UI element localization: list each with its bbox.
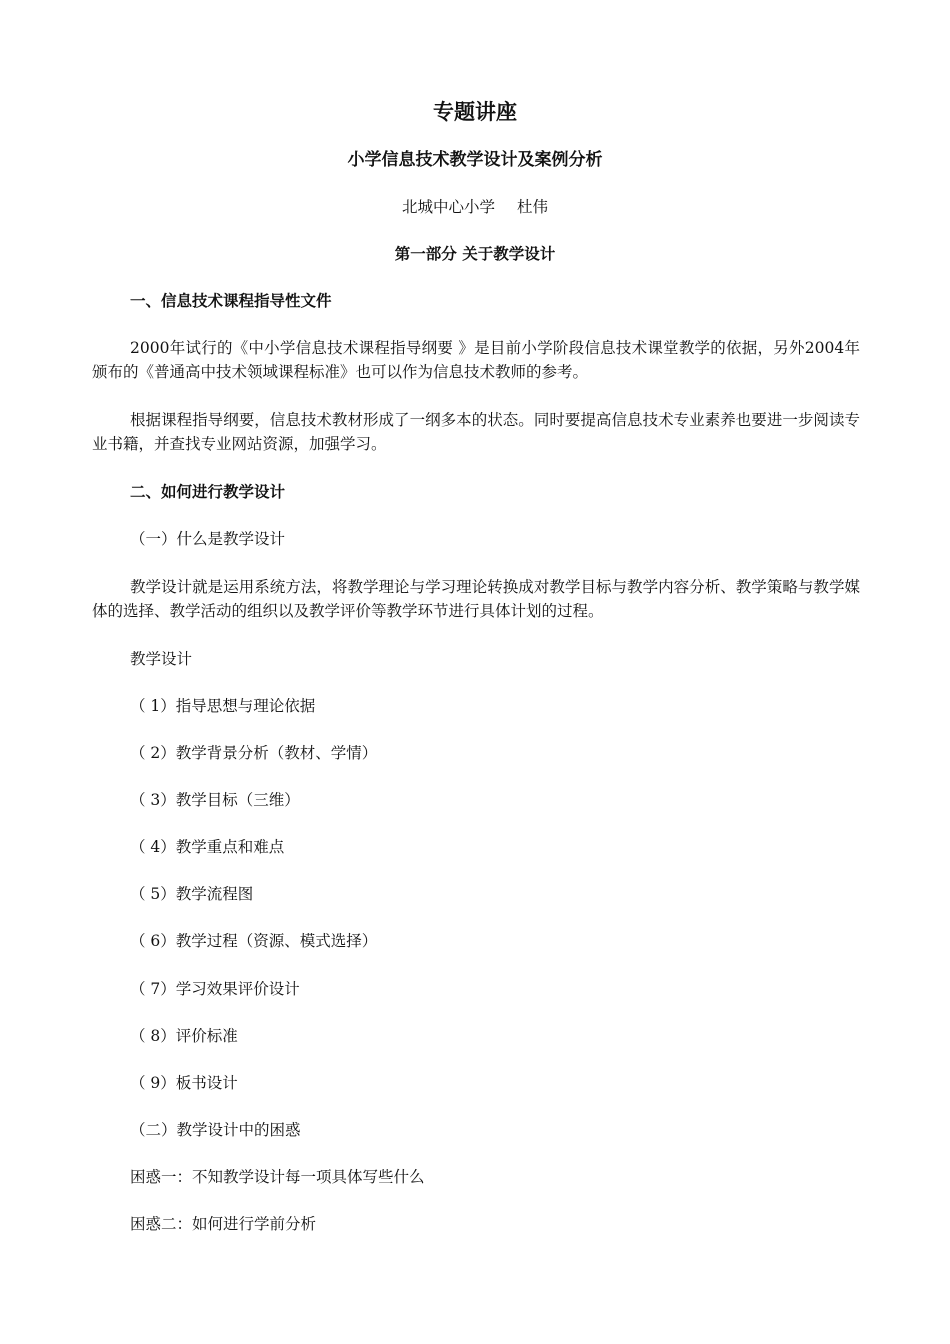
author-line xyxy=(0,196,950,218)
paragraph-2: 根据课程指导纲要，信息技术教材形成了一纲多本的状态。同时要提高信息技术专业素养也要进一步阅读专业书籍，并查找专业网站资源，加强学习。 xyxy=(92,411,860,453)
list-item: （ 4）教学重点和难点 xyxy=(130,838,285,856)
list-item: （ 2）教学背景分析（教材、学情） xyxy=(130,744,378,762)
list-item: （ 6）教学过程（资源、模式选择） xyxy=(130,932,378,950)
list-item: （ 9）板书设计 xyxy=(130,1074,238,1092)
list-title: 教学设计 xyxy=(130,650,193,668)
document-subtitle: 小学信息技术教学设计及案例分析 xyxy=(347,150,603,170)
subsection-heading-2: （二）教学设计中的困惑 xyxy=(130,1121,301,1139)
confusion-item: 困惑一：不知教学设计每一项具体写些什么 xyxy=(130,1168,425,1186)
list-item: （ 3）教学目标（三维） xyxy=(130,791,300,809)
list-item: （ 8）评价标准 xyxy=(130,1027,238,1045)
paragraph-1: 2000年试行的《中小学信息技术课程指导纲要 》是目前小学阶段信息技术课堂教学的依据，另外2004年颁布的《普通高中技术领域课程标准》也可以作为信息技术教师的参考。 xyxy=(92,339,860,381)
section-heading-1: 一、信息技术课程指导性文件 xyxy=(130,291,332,310)
document-title: 专题讲座 xyxy=(433,99,517,124)
section-heading-2: 二、如何进行教学设计 xyxy=(130,482,286,501)
list-item: （ 7）学习效果评价设计 xyxy=(130,980,300,998)
author-name: 杜伟 xyxy=(517,198,549,216)
list-item: （ 5）教学流程图 xyxy=(130,885,254,903)
subsection-heading-1: （一）什么是教学设计 xyxy=(130,530,286,548)
part-heading: 第一部分 关于教学设计 xyxy=(394,244,556,263)
paragraph-3: 教学设计就是运用系统方法，将教学理论与学习理论转换成对教学目标与教学内容分析、教学策略与教学媒体的选择、教学活动的组织以及教学评价等教学环节进行具体计划的过程。 xyxy=(92,578,860,620)
list-item: （ 1）指导思想与理论依据 xyxy=(130,697,316,715)
author-school: 北城中心小学 xyxy=(401,198,495,216)
confusion-item: 困惑二：如何进行学前分析 xyxy=(130,1215,317,1233)
